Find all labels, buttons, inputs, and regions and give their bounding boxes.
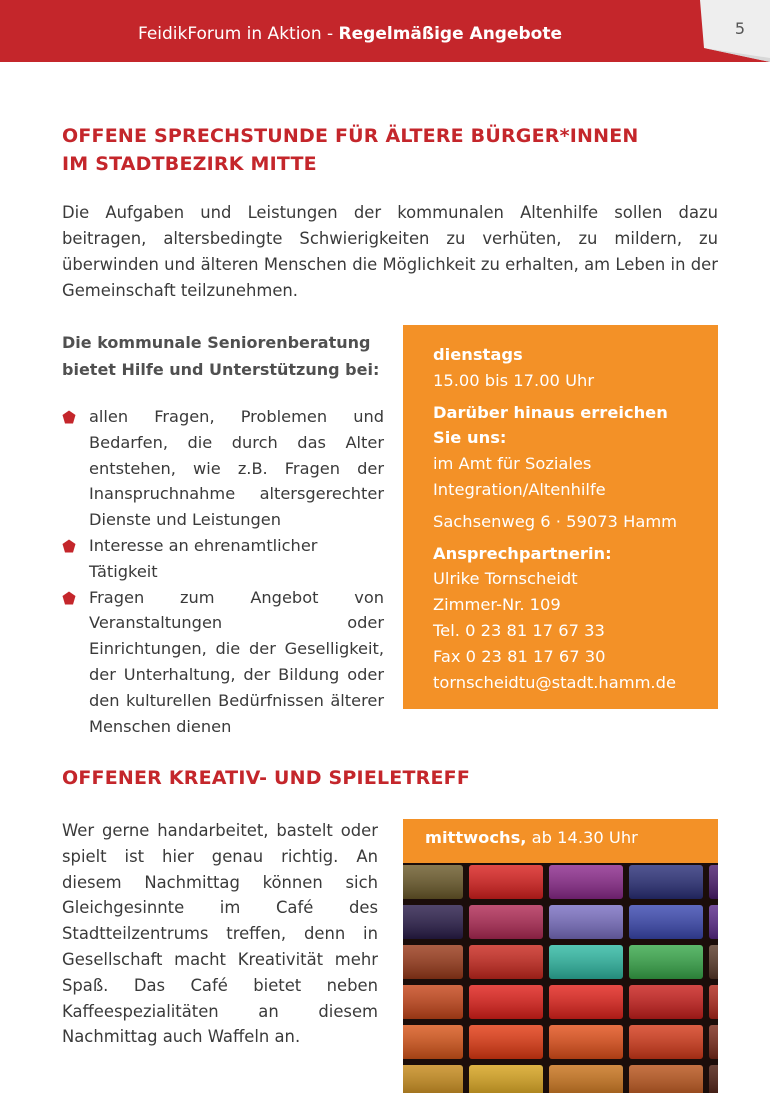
page-number: 5	[734, 19, 746, 38]
header-title	[0, 24, 700, 44]
paint-cell-shading	[469, 865, 543, 899]
paint-cell-shading	[469, 905, 543, 939]
paint-cell-shading	[403, 1065, 463, 1093]
paint-cell-shading	[709, 985, 718, 1019]
contact-name: Ulrike Tornscheidt	[433, 569, 578, 589]
paint-cell-shading	[709, 865, 718, 899]
list-item-text: Fragen zum Angebot von Veranstaltungen oder Einrichtungen, die der Geselligkeit, der Unterhaltung, der Bildung oder den kulturellen Bedürfnissen älterer Menschen dienen	[89, 587, 384, 736]
email-link[interactable]: tornscheidtu@stadt.hamm.de	[433, 672, 676, 692]
list-item-text: allen Fragen, Problemen und Bedarfen, die durch das Alter entstehen, wie z.B. Fragen der Inanspruchnahme altersgerechter Dienste und Leistungen	[89, 407, 384, 530]
lead-line1: Die kommunale Seniorenberatung	[62, 333, 371, 352]
section2-text: Wer gerne handarbeitet, bastelt oder spielt ist hier genau richtig. An diesem Nachmittag können sich Gleichgesinnte im Café des Stadtteilzentrums treffen, denn in Gesellschaft macht Kreativität mehr Spaß. Das Café bietet neben Kaffeespezialitäten an diesem Nachmittag auch Waffeln an.	[62, 821, 378, 1047]
office-time: 15.00 bis 17.00 Uhr	[433, 370, 595, 390]
meeting-day: mittwochs,	[425, 828, 527, 847]
paint-cell-shading	[549, 905, 623, 939]
paint-cell-shading	[629, 1025, 703, 1059]
paint-cell-shading	[549, 945, 623, 979]
paint-palette-image	[403, 863, 718, 1093]
header-title-bold: Regelmäßige Angebote	[338, 24, 563, 44]
phone-number[interactable]: Tel. 0 23 81 17 67 33	[433, 620, 605, 640]
paint-cell-shading	[403, 1025, 463, 1059]
office-hours-content	[433, 342, 713, 695]
paint-cell-shading	[549, 985, 623, 1019]
office-day: dienstags	[433, 345, 523, 364]
section1-heading	[62, 122, 639, 178]
support-list	[62, 404, 384, 739]
paint-cell-shading	[709, 1025, 718, 1059]
paint-cell-shading	[403, 985, 463, 1019]
paint-cell-shading	[629, 1065, 703, 1093]
paint-cell-shading	[709, 1065, 718, 1093]
paint-cell-shading	[403, 905, 463, 939]
office-name-line2: Integration/Altenhilfe	[433, 479, 606, 499]
office-address: Sachsenweg 6 · 59073 Hamm	[433, 511, 678, 531]
paint-cell-shading	[549, 865, 623, 899]
office-hours-box	[403, 325, 718, 709]
meeting-time	[425, 828, 638, 847]
list-item-text: Interesse an ehrenamtlicher Tätigkeit	[89, 535, 318, 581]
list-item	[62, 404, 384, 533]
section1-lead	[62, 329, 382, 383]
section1-intro: Die Aufgaben und Leistungen der kommunalen Altenhilfe sollen dazu beitragen, altersbedingte Schwierigkeiten zu verhüten, zu mildern, zu überwinden und älteren Menschen die Möglichkeit zu erhalten, am Leben in der Gemeinschaft teilzunehmen.	[62, 203, 718, 300]
room-number: Zimmer-Nr. 109	[433, 595, 561, 615]
page-header	[0, 0, 770, 62]
list-item	[62, 533, 384, 585]
paint-cell-shading	[469, 1065, 543, 1093]
header-title-regular: FeidikForum in Aktion -	[137, 24, 339, 44]
paint-cell-shading	[469, 985, 543, 1019]
reach-label-line2: Sie uns:	[433, 428, 507, 448]
paint-cell-shading	[709, 905, 718, 939]
list-item	[62, 585, 384, 740]
paint-cell-shading	[549, 1065, 623, 1093]
section1-heading-line2: IM STADTBEZIRK MITTE	[62, 153, 317, 175]
section1-heading-line1: OFFENE SPRECHSTUNDE FÜR ÄLTERE BÜRGER*INNEN	[62, 125, 639, 147]
paint-cell-shading	[629, 905, 703, 939]
paint-cell-shading	[403, 865, 463, 899]
paint-cell-shading	[403, 945, 463, 979]
reach-label-line1: Darüber hinaus erreichen	[433, 402, 668, 422]
paint-cell-shading	[549, 1025, 623, 1059]
contact-label: Ansprechpartnerin:	[433, 543, 612, 563]
paint-cell-shading	[469, 945, 543, 979]
pentagon-bullet-icon	[62, 591, 76, 605]
paint-cell-shading	[709, 945, 718, 979]
fax-number: Fax 0 23 81 17 67 30	[433, 646, 606, 666]
office-name-line1: im Amt für Soziales	[433, 454, 592, 474]
pentagon-bullet-icon	[62, 410, 76, 424]
meeting-time-strip	[403, 819, 718, 863]
meeting-hour: ab 14.30 Uhr	[526, 828, 638, 847]
paint-cell-shading	[629, 945, 703, 979]
paint-cell-shading	[629, 985, 703, 1019]
paint-cell-shading	[469, 1025, 543, 1059]
pentagon-bullet-icon	[62, 539, 76, 553]
section2-heading: OFFENER KREATIV- UND SPIELETREFF	[62, 767, 471, 789]
lead-line2: bietet Hilfe und Unterstützung bei:	[62, 360, 380, 379]
paint-cell-shading	[629, 865, 703, 899]
